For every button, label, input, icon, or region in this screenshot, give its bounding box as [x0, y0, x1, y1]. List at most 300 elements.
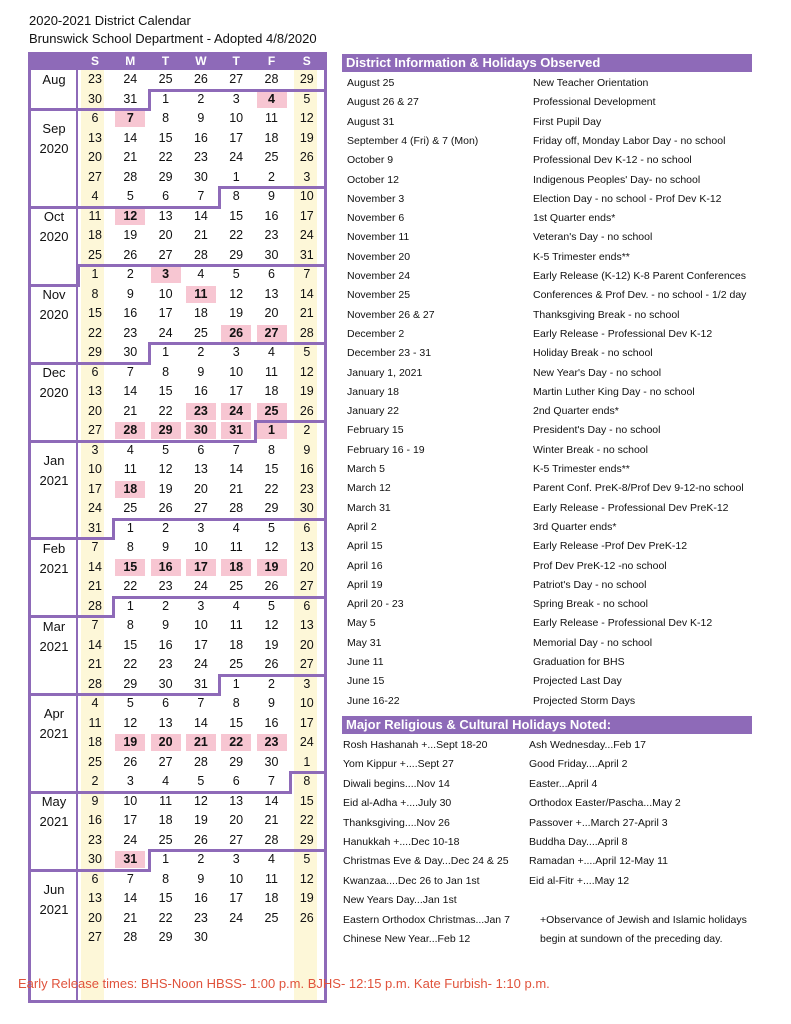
calendar-day: 2 [162, 520, 170, 535]
calendar-day: 15 [158, 384, 173, 398]
calendar-day: 20 [229, 813, 244, 827]
district-info-heading: District Information & Holidays Observed [342, 54, 752, 72]
district-date: April 2 [347, 520, 377, 533]
calendar-day: 6 [197, 442, 205, 457]
calendar-day: 29 [299, 72, 314, 86]
calendar-day: 15 [88, 306, 102, 320]
district-date: November 11 [347, 231, 410, 244]
calendar-day: 4 [232, 520, 240, 535]
calendar-day: 26 [299, 403, 314, 418]
calendar-day: 3 [91, 442, 99, 457]
month-separator [77, 264, 327, 267]
calendar-day: 6 [303, 520, 311, 535]
calendar-day: 15 [229, 208, 244, 223]
district-date: October 9 [347, 154, 394, 167]
calendar-day: 31 [193, 676, 208, 691]
calendar-day: 19 [264, 637, 279, 652]
calendar-day: 11 [159, 793, 173, 808]
religious-holiday-left: Christmas Eve & Day...Dec 24 & 25 [343, 855, 509, 868]
calendar-day: 30 [88, 852, 102, 866]
district-event: 3rd Quarter ends* [533, 520, 617, 533]
calendar-day: 22 [158, 150, 173, 164]
calendar-day: 26 [123, 754, 138, 769]
calendar-day: 11 [229, 618, 243, 632]
calendar-day: 14 [88, 637, 102, 652]
calendar-day: 5 [268, 520, 275, 535]
calendar-day: 18 [264, 384, 279, 398]
district-event: Early Release (K-12) K-8 Parent Conferences [533, 270, 747, 282]
calendar-day: 13 [193, 462, 208, 476]
district-event: Projected Last Day [533, 675, 622, 688]
calendar-day: 23 [193, 910, 208, 925]
calendar-day: 16 [158, 637, 173, 652]
month-separator [77, 264, 80, 286]
month-separator [28, 440, 257, 443]
calendar-day: 24 [123, 72, 138, 86]
calendar-day: 29 [88, 345, 102, 359]
calendar-day: 1 [126, 598, 134, 613]
calendar-day: 18 [229, 637, 244, 652]
month-year: 2021 [39, 814, 69, 829]
calendar-day: 19 [123, 228, 138, 242]
district-event: Early Release -Prof Dev PreK-12 [533, 540, 688, 553]
calendar-day: 28 [229, 501, 244, 515]
calendar-day: 27 [193, 501, 208, 515]
calendar-day: 8 [162, 111, 170, 125]
district-event: Parent Conf. PreK-8/Prof Dev 9-12-no school [533, 482, 744, 495]
calendar-day: 20 [151, 734, 181, 751]
calendar-day: 7 [197, 696, 205, 710]
calendar-day: 28 [264, 72, 279, 86]
early-release-times: Early Release times: BHS-Noon HBSS- 1:00 p.m. BJHS- 12:15 p.m. Kate Furbish- 1:10 p.m. [18, 976, 550, 991]
calendar-day: 10 [158, 286, 173, 301]
district-date: September 4 (Fri) & 7 (Mon) [347, 134, 479, 147]
district-date: June 15 [347, 675, 385, 688]
district-event: 2nd Quarter ends* [533, 405, 619, 418]
month-year: 2020 [39, 307, 69, 322]
calendar-day: 27 [158, 247, 173, 262]
district-event: Patriot's Day - no school [533, 578, 647, 591]
calendar-day: 2 [91, 774, 99, 788]
district-event: Election Day - no school - Prof Dev K-12 [533, 192, 722, 205]
calendar-day: 12 [264, 540, 279, 554]
district-date: November 26 & 27 [347, 308, 435, 321]
calendar-day: 1 [91, 267, 99, 281]
calendar-day: 13 [299, 618, 314, 632]
calendar-day: 16 [193, 384, 208, 398]
calendar-day: 3 [232, 91, 240, 106]
calendar-day: 21 [193, 228, 208, 242]
calendar-day: 7 [303, 267, 311, 281]
calendar-day: 17 [229, 130, 244, 145]
month-label: Dec [42, 365, 66, 380]
calendar-day: 25 [257, 403, 287, 420]
religious-holiday-left: New Years Day...Jan 1st [343, 894, 457, 907]
calendar-day: 9 [197, 364, 205, 379]
district-date: February 15 [347, 424, 404, 437]
calendar-day: 6 [268, 267, 275, 281]
calendar-day: 7 [115, 110, 145, 127]
calendar-day: 9 [91, 793, 99, 808]
calendar-day: 16 [264, 715, 279, 730]
religious-holiday-left: Rosh Hashanah +...Sept 18-20 [343, 739, 488, 751]
month-label: Sep [42, 121, 66, 137]
calendar-day: 13 [158, 715, 173, 730]
calendar-day: 17 [299, 208, 314, 223]
calendar-day: 27 [88, 169, 102, 184]
day-header-row [28, 52, 327, 70]
day-header-4: T [232, 54, 240, 68]
month-label: May [41, 794, 67, 809]
month-separator [112, 596, 327, 599]
month-year: 2020 [39, 385, 69, 400]
month-label: Aug [42, 71, 66, 87]
calendar-day: 1 [257, 422, 287, 439]
calendar-day: 26 [158, 501, 173, 515]
calendar-day: 18 [264, 891, 279, 905]
district-date: March 5 [347, 463, 385, 475]
calendar-day: 24 [299, 228, 314, 242]
calendar-day: 10 [193, 540, 208, 554]
month-separator [28, 615, 115, 618]
month-separator [218, 186, 221, 208]
calendar-day: 2 [197, 91, 205, 106]
calendar-day: 20 [299, 559, 314, 574]
calendar-day: 5 [126, 189, 134, 203]
calendar-day: 20 [88, 403, 102, 418]
calendar-day: 9 [162, 618, 170, 632]
calendar-day: 2 [162, 598, 170, 613]
district-date: January 1, 2021 [347, 366, 423, 379]
calendar-day: 18 [115, 481, 145, 498]
district-date: November 20 [347, 250, 411, 263]
calendar-day: 18 [264, 130, 279, 145]
district-date: June 11 [347, 656, 384, 668]
calendar-day: 25 [158, 72, 173, 86]
day-header-6: S [302, 54, 311, 68]
calendar-day: 13 [264, 286, 279, 301]
calendar-day: 12 [229, 286, 244, 301]
day-header-3: W [195, 54, 207, 68]
calendar-day: 11 [265, 111, 278, 125]
calendar-day: 9 [268, 189, 275, 203]
calendar-day: 23 [88, 832, 102, 847]
calendar-day: 8 [162, 871, 170, 886]
calendar-day: 27 [158, 754, 173, 769]
calendar-day: 18 [221, 559, 251, 576]
calendar-day: 23 [158, 657, 173, 671]
religious-holiday-right: +Observance of Jewish and Islamic holidays [540, 913, 747, 926]
calendar-day: 2 [126, 267, 134, 281]
calendar-day: 4 [162, 774, 170, 788]
calendar-day: 25 [88, 247, 102, 262]
religious-holiday-right: Ash Wednesday...Feb 17 [529, 739, 646, 751]
calendar-day: 19 [115, 734, 145, 751]
calendar-day: 23 [257, 734, 287, 751]
calendar-day: 11 [88, 715, 102, 730]
district-date: January 18 [347, 385, 399, 398]
calendar-day: 7 [91, 618, 99, 632]
calendar-day: 28 [193, 754, 208, 769]
calendar-day: 15 [158, 130, 173, 145]
month-label: Mar [42, 618, 66, 634]
calendar-day: 18 [88, 735, 102, 749]
calendar-day: 6 [162, 189, 170, 203]
calendar-day: 15 [115, 559, 145, 576]
calendar-day: 29 [229, 247, 244, 262]
calendar-day: 12 [158, 462, 173, 476]
religious-holiday-right: Easter...April 4 [529, 777, 598, 790]
calendar-day: 24 [221, 403, 251, 420]
calendar-day: 1 [162, 91, 170, 106]
calendar-day: 12 [299, 364, 314, 379]
calendar-day: 25 [123, 501, 138, 515]
calendar-day: 3 [232, 852, 240, 866]
calendar-day: 2 [197, 345, 205, 359]
calendar-day: 23 [158, 579, 173, 593]
calendar-day: 5 [232, 267, 240, 281]
district-date: November 25 [347, 289, 411, 302]
calendar-day: 26 [299, 910, 314, 925]
month-separator [28, 206, 221, 209]
district-date: August 31 [347, 115, 395, 128]
calendar-day: 3 [232, 345, 240, 359]
religious-holiday-right: Ramadan +....April 12-May 11 [529, 855, 668, 868]
calendar-day: 19 [257, 559, 287, 576]
calendar-day: 10 [193, 618, 208, 632]
district-date: October 12 [347, 173, 399, 186]
calendar-day: 25 [158, 832, 173, 847]
calendar-day: 10 [299, 696, 314, 710]
district-date: April 20 - 23 [347, 598, 404, 611]
district-event: New Teacher Orientation [533, 77, 649, 89]
calendar-day: 19 [299, 384, 314, 398]
district-event: K-5 Trimester ends** [533, 250, 630, 263]
calendar-day: 20 [158, 228, 173, 242]
calendar-day: 19 [299, 891, 314, 905]
calendar-day: 28 [123, 930, 138, 944]
calendar-day: 6 [232, 774, 240, 788]
month-separator [28, 108, 151, 111]
calendar-day: 19 [229, 306, 244, 320]
calendar-day: 8 [232, 189, 240, 203]
district-date: November 24 [347, 270, 411, 282]
calendar-day: 27 [229, 832, 244, 847]
district-event: Early Release - Professional Dev K-12 [533, 617, 713, 630]
calendar-day: 21 [229, 481, 244, 496]
religious-holiday-right: Passover +...March 27-April 3 [529, 816, 668, 829]
calendar-day: 9 [303, 442, 311, 457]
calendar-day: 19 [193, 813, 208, 827]
district-date: April 19 [347, 578, 383, 591]
calendar-day: 21 [264, 813, 279, 827]
district-date: August 26 & 27 [347, 96, 419, 109]
calendar-day: 2 [303, 423, 311, 437]
calendar-day: 1 [232, 169, 240, 184]
calendar-day: 26 [264, 579, 279, 593]
calendar-day: 31 [123, 91, 138, 106]
calendar-day: 24 [88, 501, 102, 515]
calendar-day: 5 [303, 91, 311, 106]
calendar-day: 7 [232, 442, 240, 457]
calendar-day: 13 [299, 540, 314, 554]
calendar-day: 7 [126, 364, 134, 379]
calendar-day: 30 [123, 345, 138, 359]
calendar-day: 31 [115, 851, 145, 868]
month-separator [148, 849, 151, 871]
calendar-day: 9 [126, 286, 134, 301]
calendar-day: 29 [151, 422, 181, 439]
calendar-day: 15 [264, 462, 279, 476]
religious-holiday-left: Yom Kippur +....Sept 27 [343, 758, 454, 771]
religious-holiday-right: begin at sundown of the preceding day. [540, 933, 723, 945]
calendar-day: 17 [229, 891, 244, 905]
district-event: Graduation for BHS [533, 656, 625, 668]
calendar-day: 22 [123, 657, 138, 671]
month-label: Jun [43, 881, 65, 897]
calendar-subtitle: Brunswick School Department - Adopted 4/8/2020 [29, 31, 317, 46]
calendar-day: 4 [232, 598, 240, 613]
calendar-day: 27 [299, 579, 314, 593]
calendar-day: 30 [264, 247, 279, 262]
calendar-day: 29 [299, 832, 314, 847]
calendar-day: 29 [264, 501, 279, 515]
month-separator [289, 771, 327, 774]
calendar-day: 21 [88, 657, 102, 671]
calendar-day: 28 [193, 247, 208, 262]
calendar-day: 20 [264, 306, 279, 320]
month-label: Feb [42, 540, 66, 556]
calendar-day: 8 [91, 286, 99, 301]
calendar-day: 26 [221, 325, 251, 342]
calendar-day: 4 [126, 442, 134, 457]
calendar-day: 26 [193, 72, 208, 86]
calendar-day: 22 [299, 813, 314, 827]
calendar-day: 21 [123, 150, 138, 164]
calendar-day: 22 [88, 325, 102, 340]
district-date: March 12 [347, 482, 391, 495]
calendar-day: 2 [268, 169, 275, 184]
calendar-day: 7 [268, 774, 275, 788]
calendar-day: 4 [91, 696, 99, 710]
calendar-day: 5 [303, 852, 311, 866]
calendar-day: 1 [232, 676, 240, 691]
calendar-day: 13 [88, 891, 102, 905]
calendar-day: 3 [303, 169, 311, 184]
calendar-day: 22 [158, 910, 173, 925]
calendar-day: 28 [299, 325, 314, 340]
calendar-day: 6 [91, 111, 99, 125]
calendar-day: 29 [229, 754, 244, 769]
month-separator [28, 869, 151, 872]
calendar-day: 30 [88, 91, 102, 106]
calendar-day: 30 [158, 676, 173, 691]
district-event: Prof Dev PreK-12 -no school [533, 559, 667, 572]
month-separator [148, 849, 327, 852]
calendar-day: 18 [193, 306, 208, 320]
calendar-day: 5 [162, 442, 170, 457]
calendar-day: 8 [232, 696, 240, 710]
calendar-day: 17 [123, 813, 138, 827]
calendar-day: 5 [303, 345, 311, 359]
calendar-day: 17 [229, 384, 244, 398]
calendar-day: 26 [123, 247, 138, 262]
district-date: April 16 [347, 559, 383, 572]
month-year: 2021 [39, 726, 69, 742]
calendar-day: 24 [229, 150, 244, 164]
calendar-day: 13 [88, 384, 102, 398]
calendar-day: 16 [264, 208, 279, 223]
calendar-day: 16 [193, 891, 208, 905]
calendar-day: 10 [299, 189, 314, 203]
district-event: Early Release - Professional Dev K-12 [533, 327, 713, 340]
month-year: 2021 [39, 638, 69, 654]
month-separator [148, 342, 151, 364]
religious-holiday-right: Orthodox Easter/Pascha...May 2 [529, 797, 681, 810]
calendar-day: 24 [229, 910, 244, 925]
calendar-day: 12 [264, 618, 279, 632]
calendar-day: 16 [123, 306, 138, 320]
calendar-day: 13 [229, 793, 244, 808]
district-event: Spring Break - no school [533, 598, 648, 611]
calendar-day: 30 [186, 422, 216, 439]
month-separator [28, 693, 221, 696]
calendar-day: 4 [91, 189, 99, 203]
calendar-day: 31 [221, 422, 251, 439]
calendar-day: 17 [88, 481, 102, 496]
month-label: Apr [43, 706, 65, 722]
calendar-day: 21 [88, 579, 102, 593]
calendar-day: 22 [229, 228, 244, 242]
district-event: K-5 Trimester ends** [533, 463, 630, 475]
district-event: Veteran's Day - no school [533, 231, 653, 244]
month-year: 2020 [39, 141, 69, 157]
calendar-day: 8 [126, 540, 134, 554]
religious-holiday-right: Eid al-Fitr +....May 12 [529, 874, 630, 887]
day-header-1: M [125, 54, 136, 68]
district-event: New Year's Day - no school [533, 366, 662, 379]
district-event: Friday off, Monday Labor Day - no school [533, 134, 726, 147]
calendar-day: 14 [299, 286, 314, 301]
calendar-day: 29 [158, 930, 173, 944]
calendar-day: 10 [229, 871, 244, 886]
calendar-border-bottom [28, 1000, 327, 1003]
calendar-day: 3 [126, 774, 134, 788]
district-event: 1st Quarter ends* [533, 212, 616, 225]
calendar-day: 16 [193, 130, 208, 145]
calendar-day: 24 [123, 832, 138, 847]
calendar-day: 23 [123, 325, 138, 340]
calendar-day: 9 [197, 871, 205, 886]
district-date: June 16-22 [347, 694, 400, 707]
calendar-day: 22 [158, 403, 173, 418]
calendar-day: 14 [229, 462, 244, 476]
calendar-day: 4 [268, 345, 275, 359]
calendar-day: 13 [158, 208, 173, 223]
calendar-day: 27 [229, 72, 244, 86]
calendar-day: 28 [88, 676, 102, 691]
calendar-day: 24 [299, 735, 314, 749]
calendar-day: 3 [197, 520, 205, 535]
calendar-day: 3 [303, 676, 311, 691]
district-event: Projected Storm Days [533, 694, 636, 707]
calendar-day: 8 [268, 442, 275, 457]
calendar-day: 10 [229, 111, 244, 125]
month-separator [28, 791, 292, 794]
calendar-day: 23 [299, 481, 314, 496]
calendar-title: 2020-2021 District Calendar [29, 13, 191, 28]
calendar-day: 8 [303, 774, 311, 788]
